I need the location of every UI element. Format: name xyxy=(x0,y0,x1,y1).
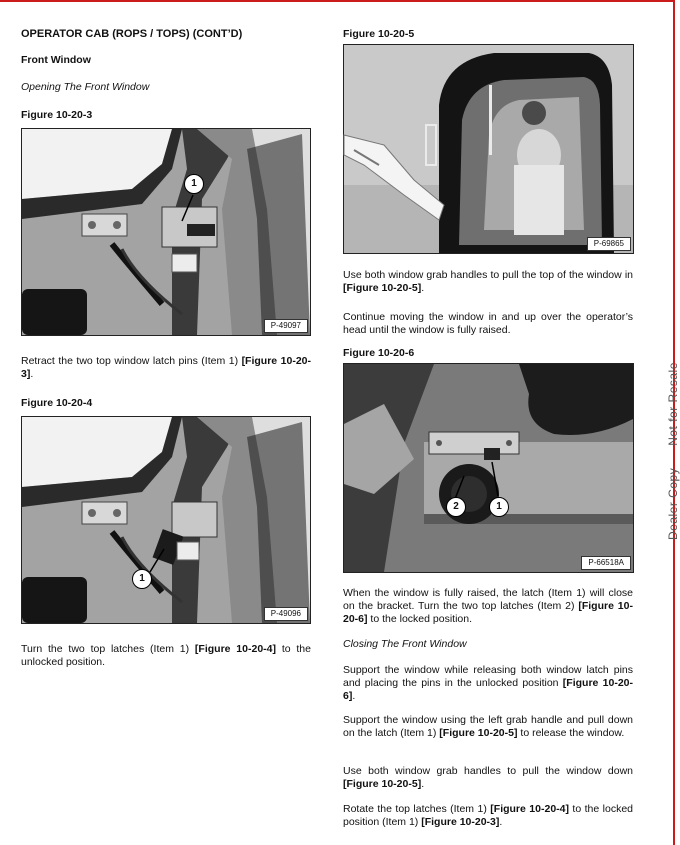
paragraph-window-raised: When the window is fully raised, the latch (Item 1) will close on the bracket. Turn the two top latches (Item 2) [Figure 10-20-6] to the locked position. xyxy=(343,587,633,625)
dealer-copy-watermark: Dealer CopyNot for Resale xyxy=(666,362,680,540)
part-number-label: P-49097 xyxy=(264,319,308,333)
figure-caption-10-20-6: Figure 10-20-6 xyxy=(343,347,415,359)
part-number-label: P-66518A xyxy=(581,556,631,570)
paragraph-continue-raise: Continue moving the window in and up over the operator’s head until the window is fully raised. xyxy=(343,311,633,336)
paragraph-support-release-pins: Support the window while releasing both window latch pins and placing the pins in the unlocked position [Figure 10-20-6]. xyxy=(343,664,633,702)
figure-caption-10-20-5: Figure 10-20-5 xyxy=(343,28,415,40)
cab-operator-photo-illustration xyxy=(344,45,633,253)
latch-photo-illustration xyxy=(22,417,310,623)
figure-10-20-3 xyxy=(21,128,311,336)
callout-item-1: 1 xyxy=(132,569,152,589)
figure-10-20-4 xyxy=(21,416,311,624)
callout-item-1: 1 xyxy=(184,174,204,194)
sub-subsection-opening: Opening The Front Window xyxy=(21,81,150,93)
latch-bracket-photo-illustration xyxy=(344,364,633,572)
figure-caption-10-20-4: Figure 10-20-4 xyxy=(21,397,93,409)
figure-caption-10-20-3: Figure 10-20-3 xyxy=(21,109,93,121)
sub-subsection-closing: Closing The Front Window xyxy=(343,638,467,650)
paragraph-turn-latches-unlock: Turn the two top latches (Item 1) [Figure 10-20-4] to the unlocked position. xyxy=(21,643,311,668)
paragraph-retract-pins: Retract the two top window latch pins (Item 1) [Figure 10-20-3]. xyxy=(21,355,311,380)
section-title: OPERATOR CAB (ROPS / TOPS) (CONT’D) xyxy=(21,28,243,40)
paragraph-pull-top-in: Use both window grab handles to pull the top of the window in [Figure 10-20-5]. xyxy=(343,269,633,294)
figure-10-20-6 xyxy=(343,363,634,573)
subsection-title: Front Window xyxy=(21,54,91,66)
callout-item-2: 2 xyxy=(446,497,466,517)
figure-10-20-5 xyxy=(343,44,634,254)
paragraph-pull-window-down: Use both window grab handles to pull the window down [Figure 10-20-5]. xyxy=(343,765,633,790)
paragraph-rotate-latches: Rotate the top latches (Item 1) [Figure 10-20-4] to the locked position (Item 1) [Figure 10-20-3]. xyxy=(343,803,634,828)
latch-photo-illustration xyxy=(22,129,310,335)
callout-item-1: 1 xyxy=(489,497,509,517)
part-number-label: P-69865 xyxy=(587,237,631,251)
part-number-label: P-49096 xyxy=(264,607,308,621)
page-top-border xyxy=(0,0,675,2)
paragraph-support-pull-latch: Support the window using the left grab handle and pull down on the latch (Item 1) [Figure 10-20-5] to release the window. xyxy=(343,714,633,739)
